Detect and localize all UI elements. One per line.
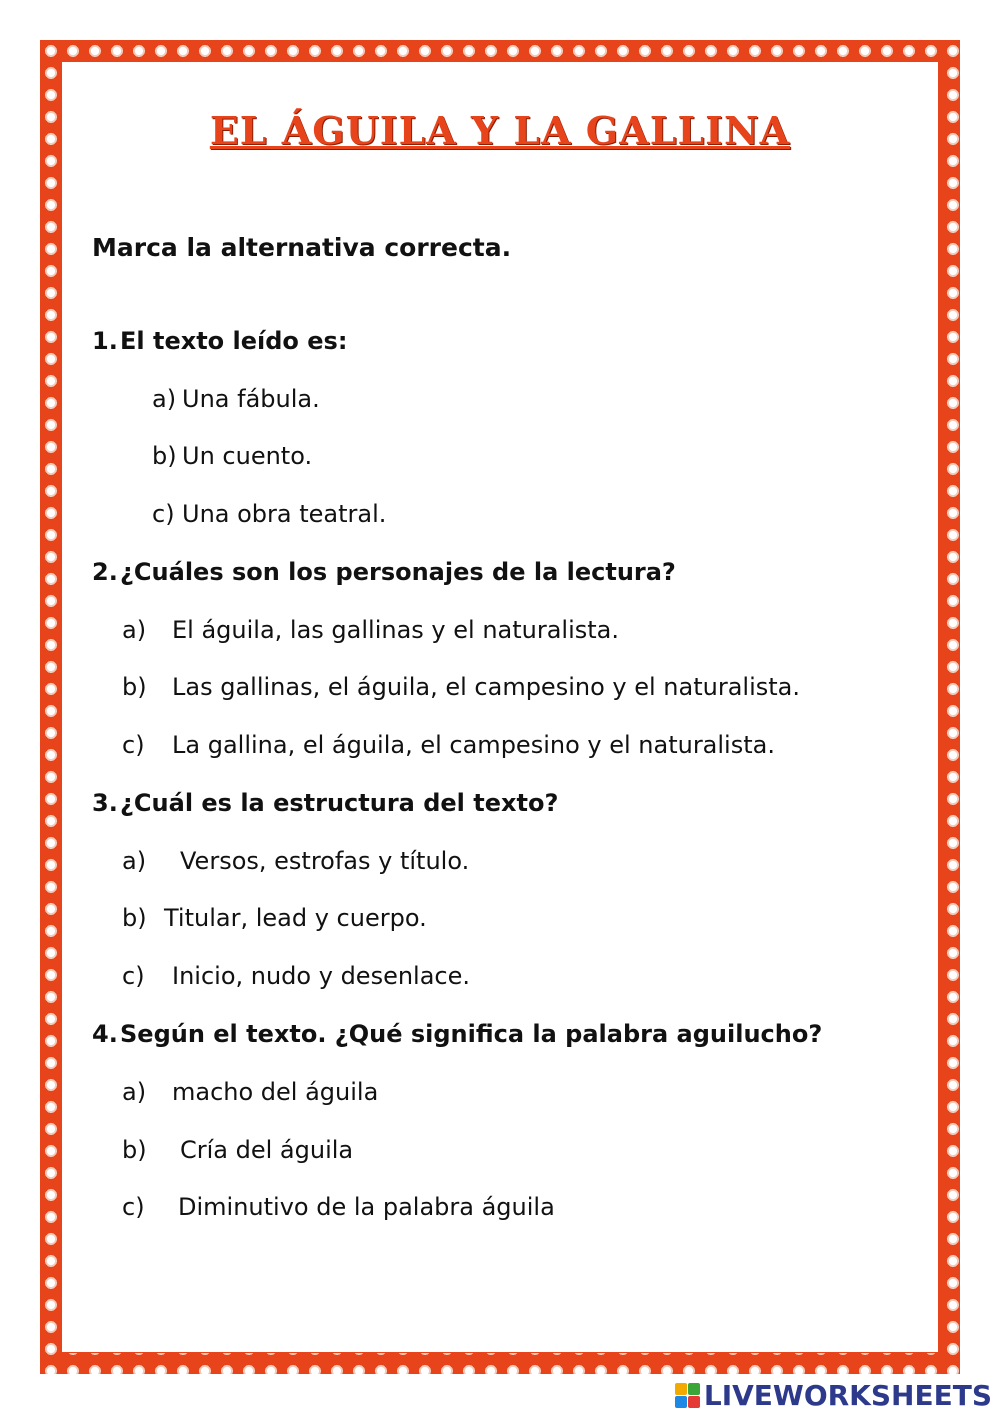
- option-text: Versos, estrofas y título.: [180, 847, 470, 875]
- question-number: 4.: [92, 1020, 118, 1048]
- question-text: El texto leído es:: [120, 327, 348, 355]
- question-3: [92, 789, 558, 817]
- option-4a[interactable]: [122, 1078, 378, 1106]
- option-letter: c): [122, 1193, 145, 1221]
- worksheet-title: EL ÁGUILA Y LA GALLINA: [209, 108, 791, 153]
- option-text: El águila, las gallinas y el naturalista.: [172, 616, 620, 644]
- option-letter: c): [122, 731, 145, 759]
- option-text: Diminutivo de la palabra águila: [178, 1193, 555, 1221]
- question-1: [92, 327, 347, 355]
- question-number: 3.: [92, 789, 118, 817]
- question-text: ¿Cuáles son los personajes de la lectura?: [120, 558, 676, 586]
- question-number: 1.: [92, 327, 118, 355]
- option-2c[interactable]: [122, 731, 775, 759]
- option-text: Un cuento.: [182, 442, 313, 470]
- option-letter: c): [152, 500, 175, 528]
- option-letter: a): [122, 616, 147, 644]
- option-text: Una fábula.: [182, 385, 320, 413]
- option-text: Cría del águila: [180, 1136, 354, 1164]
- question-number: 2.: [92, 558, 118, 586]
- option-text: macho del águila: [172, 1078, 379, 1106]
- option-letter: b): [122, 673, 147, 701]
- option-3b[interactable]: [122, 904, 427, 932]
- instruction-text: Marca la alternativa correcta.: [92, 233, 512, 262]
- option-text: Las gallinas, el águila, el campesino y el naturalista.: [172, 673, 800, 701]
- option-letter: b): [152, 442, 177, 470]
- option-1a[interactable]: [152, 385, 320, 413]
- liveworksheets-logo: [675, 1377, 992, 1413]
- liveworksheets-mark-icon: [675, 1383, 700, 1408]
- option-letter: a): [122, 847, 147, 875]
- question-4: [92, 1020, 822, 1048]
- option-letter: b): [122, 1136, 147, 1164]
- option-text: Una obra teatral.: [182, 500, 387, 528]
- option-1c[interactable]: [152, 500, 386, 528]
- option-text: Inicio, nudo y desenlace.: [172, 962, 471, 990]
- question-text: ¿Cuál es la estructura del texto?: [120, 789, 559, 817]
- option-letter: a): [152, 385, 177, 413]
- option-letter: b): [122, 904, 147, 932]
- watermark-text: LIVEWORKSHEETS: [703, 1378, 992, 1412]
- option-1b[interactable]: [152, 442, 312, 470]
- option-4b[interactable]: [122, 1136, 353, 1164]
- option-2b[interactable]: [122, 673, 800, 701]
- option-letter: a): [122, 1078, 147, 1106]
- question-text: Según el texto. ¿Qué significa la palabra aguilucho?: [120, 1020, 823, 1048]
- option-text: La gallina, el águila, el campesino y el naturalista.: [172, 731, 775, 759]
- option-4c[interactable]: [122, 1193, 555, 1221]
- option-3c[interactable]: [122, 962, 470, 990]
- option-3a[interactable]: [122, 847, 469, 875]
- option-text: Titular, lead y cuerpo.: [164, 904, 427, 932]
- option-letter: c): [122, 962, 145, 990]
- question-2: [92, 558, 676, 586]
- option-2a[interactable]: [122, 616, 619, 644]
